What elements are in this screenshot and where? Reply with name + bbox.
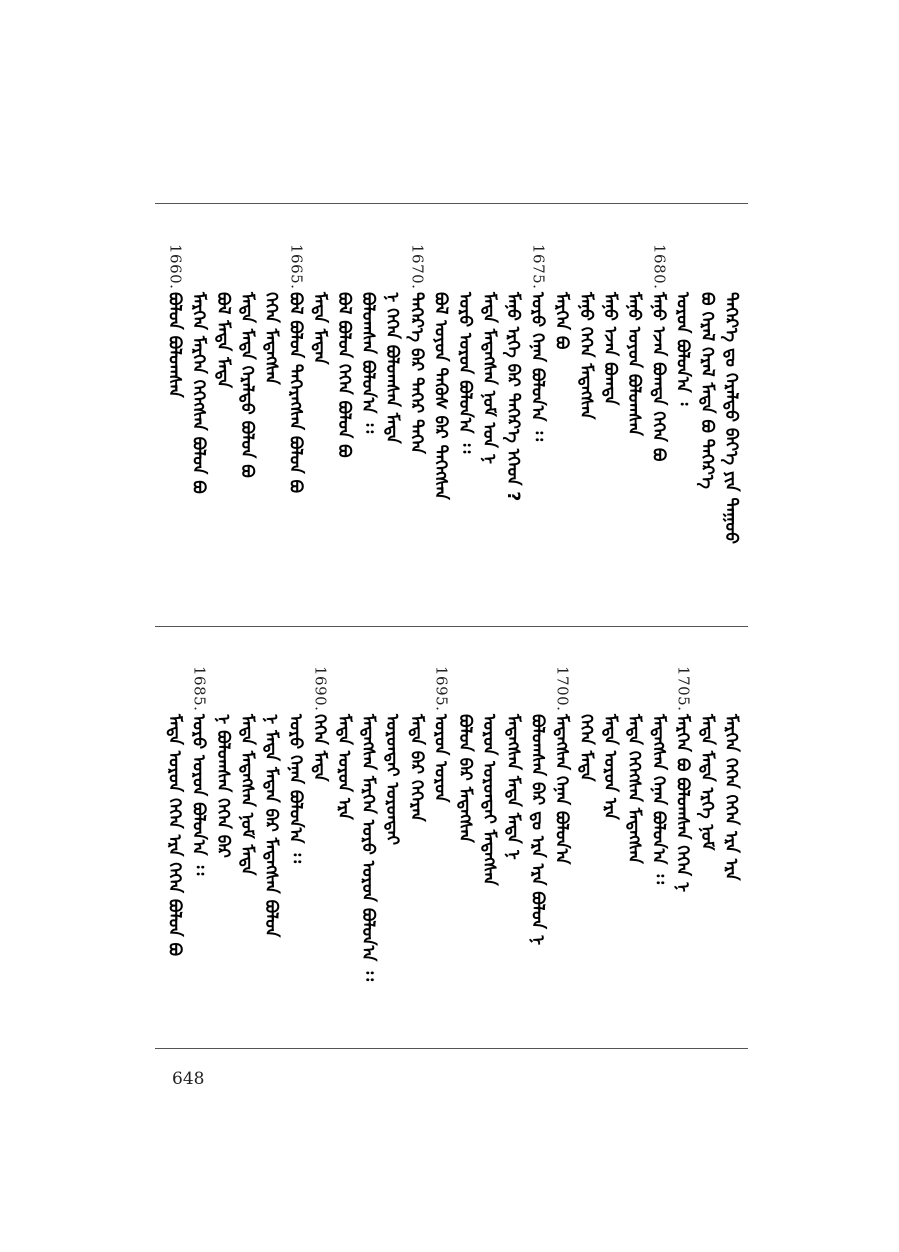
verse-text: ᠣᠷᠣ ᠣᠷᠣᠨ ᠪᠣᠯᠤᠨ᠎ᠠ ᠄᠄ (454, 292, 475, 454)
verse-text: ᠮᠠᠨᠤ ᠣᠶᠤᠨ ᠪᠣᠯᠤᠭᠰᠠᠨ (624, 292, 645, 436)
verse-text: ᠪᠣᠯᠤᠭᠰᠠᠨ ᠪᠣᠯᠤᠨ᠎ᠠ ᠄᠄ (358, 292, 378, 434)
verse-line (672, 666, 696, 1026)
verse-line (381, 244, 405, 604)
verse-text: ᠮᠡᠳᠡᠭᠰᠡᠨ ᠮᠡᠳᠡ ᠮᠡᠳᠡ ᠨ (503, 714, 524, 860)
verse-text: ᠮᠡᠳᠡᠭᠰᠡᠨ ᠮᠡᠷᠭᠡᠨ ᠣᠷᠣ ᠣᠷᠣᠨ ᠪᠣᠯᠤᠨ᠎ᠠ ᠄᠄ (358, 714, 378, 981)
verse-line (405, 666, 429, 1026)
verse-text: ᠮᠠᠨᠤ ᠡᠵᠡᠨ ᠪᠣᠭᠳᠠ (600, 292, 620, 406)
line-number: 1660. (166, 244, 185, 290)
page-number: 648 (172, 1069, 205, 1089)
verse-line (309, 666, 333, 1026)
verse-line (188, 666, 212, 1026)
verse-line (454, 244, 478, 604)
verse-text: ᠨ ᠮᠡᠳᠡ ᠮᠡᠳᠡᠨ ᠪᠠᠷ ᠮᠡᠳᠡᠭᠰᠡᠨ ᠪᠣᠯᠤᠨ (261, 714, 282, 938)
bottom-verse-block (155, 666, 748, 1026)
verse-text: ᠣᠷᠣ ᠭᠡᠨᠡᠨ ᠪᠣᠯᠤᠨ᠎ᠠ ᠄᠄ (527, 292, 548, 442)
verse-line (526, 244, 550, 604)
verse-line (212, 666, 236, 1026)
verse-line (405, 244, 429, 604)
verse-line (309, 244, 333, 604)
verse-text: ᠪᠣᠯ ᠪᠣᠯᠤᠨ ᠳᠡᠭᠡᠷᠡᠭᠰᠡᠨ ᠪᠣᠯᠤᠨ ᠪᠣ (285, 292, 306, 494)
verse-text: ᠣᠷᠣᠨ ᠪᠣᠯᠤᠨ᠎ᠠ ᠄ (672, 292, 693, 406)
verse-line (357, 666, 381, 1026)
bottom-rule (155, 1048, 748, 1049)
verse-text: ᠮᠡᠳᠡ ᠪᠠᠷ ᠭᠡᠭᠡᠷᠡᠨ (406, 714, 427, 822)
verse-line (599, 666, 623, 1026)
verse-line (163, 666, 187, 1026)
verse-text: ᠮᠠᠨᠤ ᠭᠡᠭᠡᠨ ᠮᠡᠳᠡᠭᠰᠡᠨ (575, 292, 596, 420)
verse-line (672, 244, 696, 604)
verse-text: ᠣᠷᠣ ᠣᠷᠣᠨ ᠪᠣᠯᠤᠨ᠎ᠠ ᠄᠄ (188, 714, 209, 876)
verse-line (430, 244, 454, 604)
verse-text: ᠮᠠᠨᠤ ᠡᠷᠬᠡ ᠪᠠᠷ ᠳᠡᠭᠡᠷ᠎ᠡ ᠡᠭᠡᠳ ? (503, 292, 524, 502)
verse-text: ᠮᠡᠳᠡᠭᠰᠡᠨ ᠭᠡᠨᠡᠨ ᠪᠣᠯᠤᠨ᠎ᠠ ᠄᠄ (648, 714, 669, 885)
verse-line (623, 666, 647, 1026)
line-number: 1690. (311, 666, 330, 712)
verse-text: ᠪᠣᠯᠤᠨ ᠪᠣᠯᠤᠭᠰᠠᠨ (164, 292, 185, 398)
verse-line (551, 244, 575, 604)
verse-line (478, 666, 502, 1026)
verse-text: ᠣᠷᠣᠨ ᠣᠷᠣᠨ (430, 714, 451, 803)
verse-line (236, 244, 260, 604)
verse-line (623, 244, 647, 604)
verse-text: ᠮᠡᠳᠡ ᠮᠡᠳᠡᠭᠰᠡᠨ ᠨᠣᠮ ᠤᠨ ᠨ (479, 292, 499, 464)
verse-line (575, 244, 599, 604)
verse-line (599, 244, 623, 604)
verse-text: ᠮᠠᠨᠤ ᠡᠵᠡᠨ ᠪᠣᠭᠳᠠ ᠭᠡᠭᠡᠨ ᠪᠣ (648, 292, 669, 462)
verse-line (647, 666, 671, 1026)
verse-text: ᠳᠡᠭᠡᠷ᠎ᠡ ᠳᠤ ᠭᠡᠷᠡᠯᠲᠦ ᠪᠡᠶ᠎ᠡ ᠶᠢᠨ ᠳᠠᠭᠤᠤ (721, 292, 741, 544)
verse-line (502, 666, 526, 1026)
verse-line (720, 666, 744, 1026)
verse-line (284, 244, 308, 604)
verse-line (163, 244, 187, 604)
line-number: 1700. (553, 666, 572, 712)
verse-text: ᠮᠡᠳᠡ ᠮᠡᠳᠡ ᠡᠷᠬᠡ ᠨᠣᠮ (696, 714, 717, 851)
middle-rule (155, 626, 748, 627)
verse-line (188, 244, 212, 604)
verse-line (526, 666, 550, 1026)
verse-text: ᠣᠷᠣᠨ ᠣᠷᠣᠨᠲᠠᠢ ᠮᠡᠳᠡᠭᠰᠡᠨ (479, 714, 499, 886)
verse-text: ᠭᠡᠭᠡᠨ ᠮᠡᠳᠡ (575, 714, 596, 782)
verse-text: ᠮᠡᠷᠭᠡᠨ ᠪᠣ ᠪᠣᠯᠤᠭᠰᠠᠨ ᠭᠡᠭᠡᠨ ᠨ (672, 714, 693, 893)
verse-text: ᠣᠷᠣᠨᠲᠠᠢ ᠣᠷᠣᠨᠲᠠᠢ (382, 714, 403, 846)
verse-text: ᠨ ᠭᠡᠭᠡᠨ ᠪᠣᠯᠤᠭᠰᠠᠨ ᠮᠡᠳᠡ (382, 292, 403, 444)
verse-line (720, 244, 744, 604)
verse-line (430, 666, 454, 1026)
verse-text: ᠣᠷᠣ ᠭᠡᠨᠡᠨ ᠪᠣᠯᠤᠨ᠎ᠠ ᠄᠄ (285, 714, 306, 864)
verse-text: ᠮᠡᠷᠭᠡᠨ ᠪᠣ (551, 292, 572, 350)
line-number: 1695. (432, 666, 451, 712)
verse-line (478, 244, 502, 604)
verse-text: ᠮᠡᠳᠡ ᠮᠡᠳᠡᠭᠰᠡᠨ ᠨᠣᠮ ᠮᠡᠳᠡ (237, 714, 257, 876)
verse-text: ᠮᠡᠳᠡ ᠣᠷᠣᠨ ᠭᠡᠭᠡᠨ ᠡᠷᠡ ᠭᠡᠭᠡᠨ ᠪᠣᠯᠤᠨ ᠪᠣ (164, 714, 185, 957)
top-rule (155, 203, 748, 204)
verse-text: ᠮᠡᠳᠡ ᠭᠡᠭᠡᠭᠰᠡᠨ ᠮᠡᠳᠡᠭᠰᠡᠨ (624, 714, 645, 864)
verse-text: ᠪᠣᠯᠤᠨ ᠪᠠᠷ ᠮᠡᠳᠡᠭᠰᠡᠨ (454, 714, 475, 843)
verse-line (696, 244, 720, 604)
verse-line (357, 244, 381, 604)
verse-line (260, 666, 284, 1026)
verse-line (696, 666, 720, 1026)
verse-line (333, 244, 357, 604)
verse-line (454, 666, 478, 1026)
line-number: 1705. (674, 666, 693, 712)
verse-text: ᠮᠡᠳᠡ ᠣᠷᠣᠨ ᠡᠷᠡ (600, 714, 620, 820)
verse-text: ᠪᠣᠯ ᠣᠶᠤᠨ ᠲᠡᠭᠦᠰ ᠪᠠᠷ ᠳᠡᠭᠡᠭᠰᠡᠨ (430, 292, 451, 500)
verse-text: ᠳᠡᠭᠡᠷ᠎ᠡ ᠪᠠᠷ ᠳᠡᠭᠡᠷ ᠳᠡᠭᠡᠨ (406, 292, 427, 454)
verse-text: ᠮᠡᠳᠡ ᠣᠷᠣᠨ ᠡᠷᠡ (333, 714, 354, 820)
verse-text: ᠮᠡᠳᠡ ᠮᠡᠳᠡᠨ (309, 292, 330, 365)
verse-text: ᠮᠡᠳᠡᠭᠰᠡᠨ ᠭᠡᠨᠡᠨ ᠪᠣᠯᠤᠨ᠎ᠠ (551, 714, 572, 865)
verse-text: ᠪᠣᠯ ᠮᠡᠳᠡ ᠮᠡᠳᠡ (212, 292, 233, 388)
verse-line (551, 666, 575, 1026)
verse-line (333, 666, 357, 1026)
verse-line (236, 666, 260, 1026)
verse-line (575, 666, 599, 1026)
verse-line (381, 666, 405, 1026)
line-number: 1685. (190, 666, 209, 712)
line-number: 1665. (287, 244, 306, 290)
verse-text: ᠮᠡᠷᠭᠡᠨ ᠮᠡᠷᠭᠡᠨ ᠭᠡᠭᠡᠭᠰᠡᠨ ᠪᠣᠯᠤᠨ ᠪᠣ (188, 292, 209, 494)
verse-text: ᠮᠡᠷᠭᠡᠨ ᠭᠡᠭᠡᠨ ᠭᠡᠭᠡᠨ ᠡᠷᠡ ᠡᠷᠡ (721, 714, 741, 881)
verse-line (212, 244, 236, 604)
line-number: 1680. (650, 244, 669, 290)
verse-text: ᠭᠡᠭᠡᠨ ᠮᠡᠳᠡᠭᠰᠡᠨ (261, 292, 282, 385)
verse-text: ᠪᠣᠯᠤᠭᠰᠠᠨ ᠪᠠᠷ ᠳᠤ ᠡᠷᠡ ᠡᠷᠡ ᠪᠣᠯᠤᠨ ᠨ (527, 714, 548, 946)
verse-line (502, 244, 526, 604)
verse-text: ᠪᠣ ᠭᠡᠷᠡᠯ ᠭᠡᠷᠡᠯ ᠮᠡᠳᠡ ᠪᠣ ᠳᠡᠭᠡᠷ᠎ᠡ (696, 292, 717, 489)
verse-text: ᠭᠡᠭᠡᠨ ᠮᠡᠳᠡ (309, 714, 330, 782)
line-number: 1675. (529, 244, 548, 290)
verse-text: ᠮᠡᠳᠡ ᠮᠡᠳᠡ ᠭᠡᠷᠡᠯᠲᠦ ᠪᠣᠯᠤᠨ ᠪᠣ (237, 292, 257, 478)
verse-text: ᠨ ᠪᠣᠯᠤᠭᠰᠠᠨ ᠭᠡᠭᠡᠨ ᠪᠠᠷ (212, 714, 233, 858)
line-number: 1670. (408, 244, 427, 290)
verse-line (284, 666, 308, 1026)
verse-text: ᠪᠣᠯ ᠪᠣᠯᠤᠨ ᠭᠡᠭᠡᠨ ᠪᠣᠯᠤᠨ ᠪᠣ (333, 292, 354, 458)
verse-line (260, 244, 284, 604)
verse-line (647, 244, 671, 604)
top-verse-block (155, 244, 748, 604)
